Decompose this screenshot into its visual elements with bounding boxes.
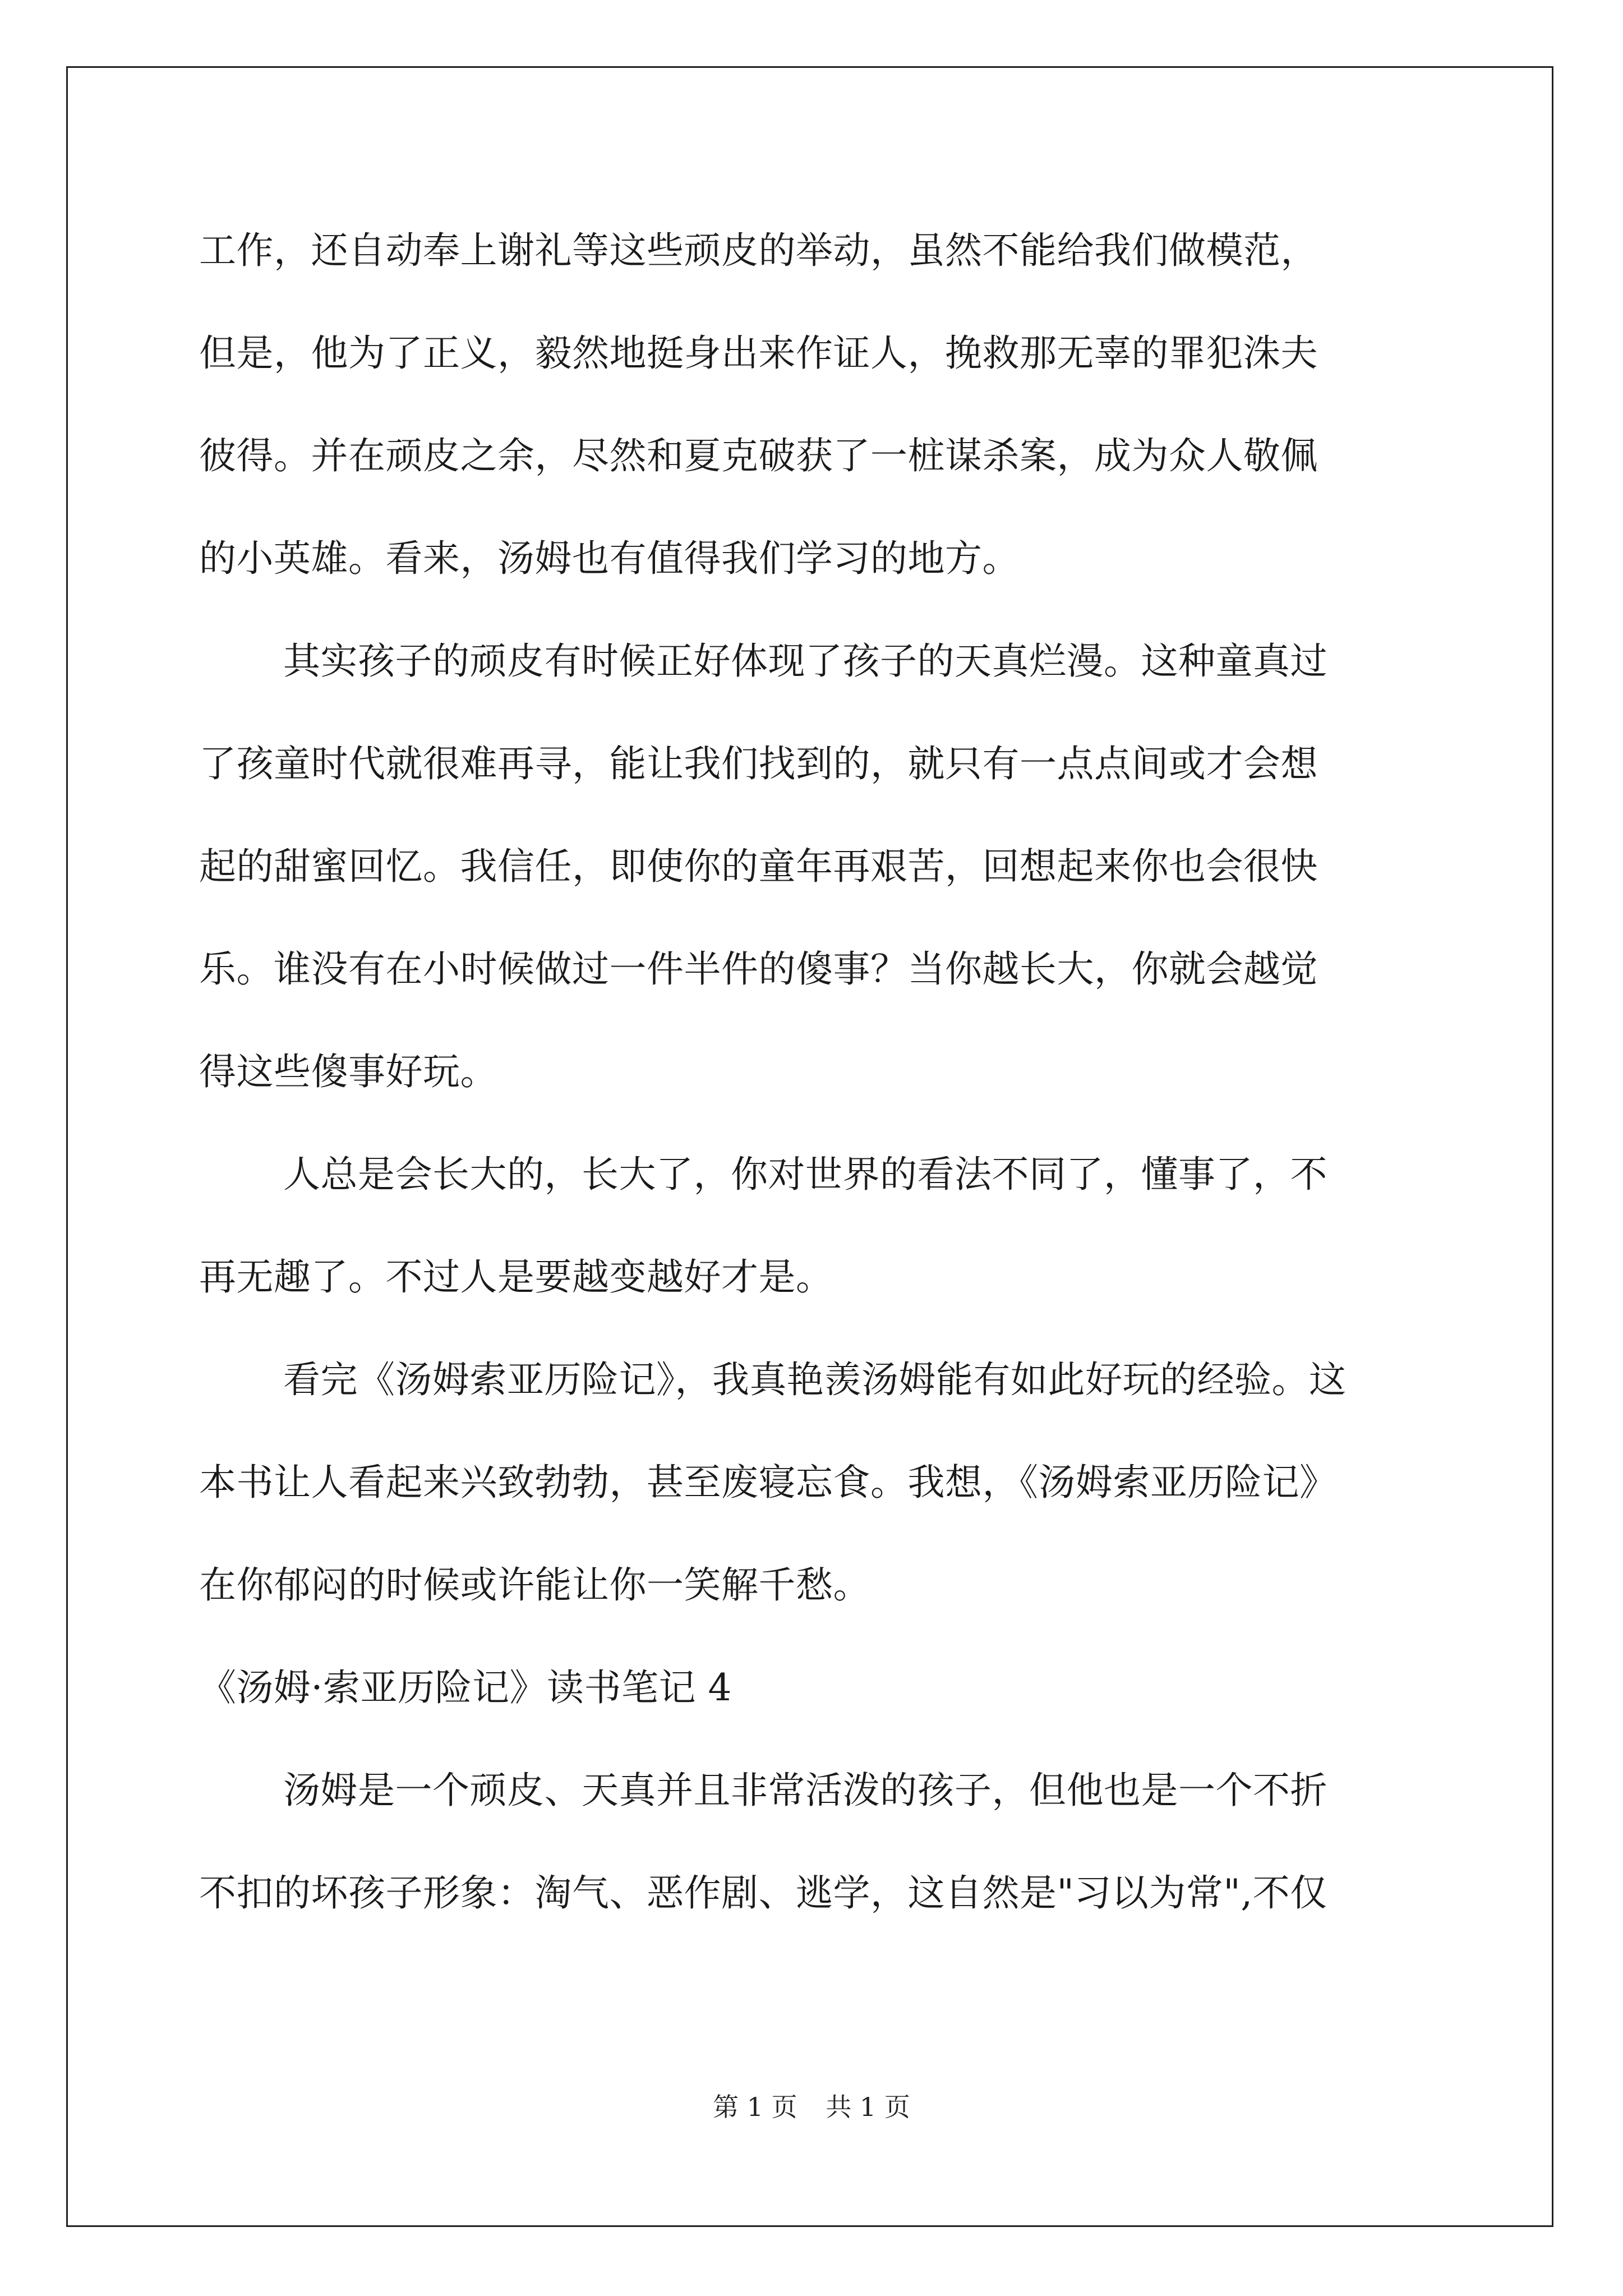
text-line: 本书让人看起来兴致勃勃，甚至废寝忘食。我想，《汤姆索亚历险记》 — [199, 1461, 1337, 1504]
text-line: 但是，他为了正义，毅然地挺身出来作证人，挽救那无辜的罪犯洙夫 — [199, 332, 1318, 375]
text-line: 了孩童时代就很难再寻，能让我们找到的，就只有一点点间或才会想 — [199, 742, 1318, 785]
text-line: 起的甜蜜回忆。我信任，即使你的童年再艰苦，回想起来你也会很快 — [199, 845, 1318, 888]
document-body — [199, 199, 1455, 1944]
text-line: 得这些傻事好玩。 — [199, 1050, 497, 1093]
text-line: 乐。谁没有在小时候做过一件半件的傻事？当你越长大，你就会越觉 — [199, 947, 1318, 991]
text-line: 不扣的坏孩子形象：淘气、恶作剧、逃学，这自然是"习以为常",不仅 — [199, 1871, 1327, 1915]
text-line: 在你郁闷的时候或许能让你一笑解千愁。 — [199, 1563, 870, 1607]
text-line: 人总是会长大的，长大了，你对世界的看法不同了，懂事了，不 — [283, 1153, 1327, 1196]
text-line: 其实孩子的顽皮有时候正好体现了孩子的天真烂漫。这种童真过 — [283, 639, 1327, 683]
paragraph-1 — [199, 199, 1455, 610]
page-number: 第 1 页 — [713, 2092, 797, 2122]
paragraph-4 — [199, 1328, 1455, 1636]
paragraph-5 — [199, 1739, 1455, 1944]
section-heading — [199, 1636, 1455, 1739]
text-line: 看完《汤姆索亚历险记》，我真艳羡汤姆能有如此好玩的经验。这 — [283, 1358, 1347, 1401]
text-line: 工作，还自动奉上谢礼等这些顽皮的举动，虽然不能给我们做模范， — [199, 229, 1318, 272]
page-footer — [0, 2087, 1623, 2124]
paragraph-2 — [199, 610, 1455, 1123]
page-total: 共 1 页 — [826, 2092, 910, 2122]
text-line: 汤姆是一个顽皮、天真并且非常活泼的孩子，但他也是一个不折 — [283, 1769, 1327, 1812]
text-line: 彼得。并在顽皮之余，尽然和夏克破获了一桩谋杀案，成为众人敬佩 — [199, 434, 1318, 477]
heading-line: 《汤姆·索亚历险记》读书笔记 4 — [199, 1666, 732, 1709]
text-line: 的小英雄。看来，汤姆也有值得我们学习的地方。 — [199, 537, 1020, 580]
paragraph-3 — [199, 1123, 1455, 1328]
text-line: 再无趣了。不过人是要越变越好才是。 — [199, 1255, 833, 1299]
